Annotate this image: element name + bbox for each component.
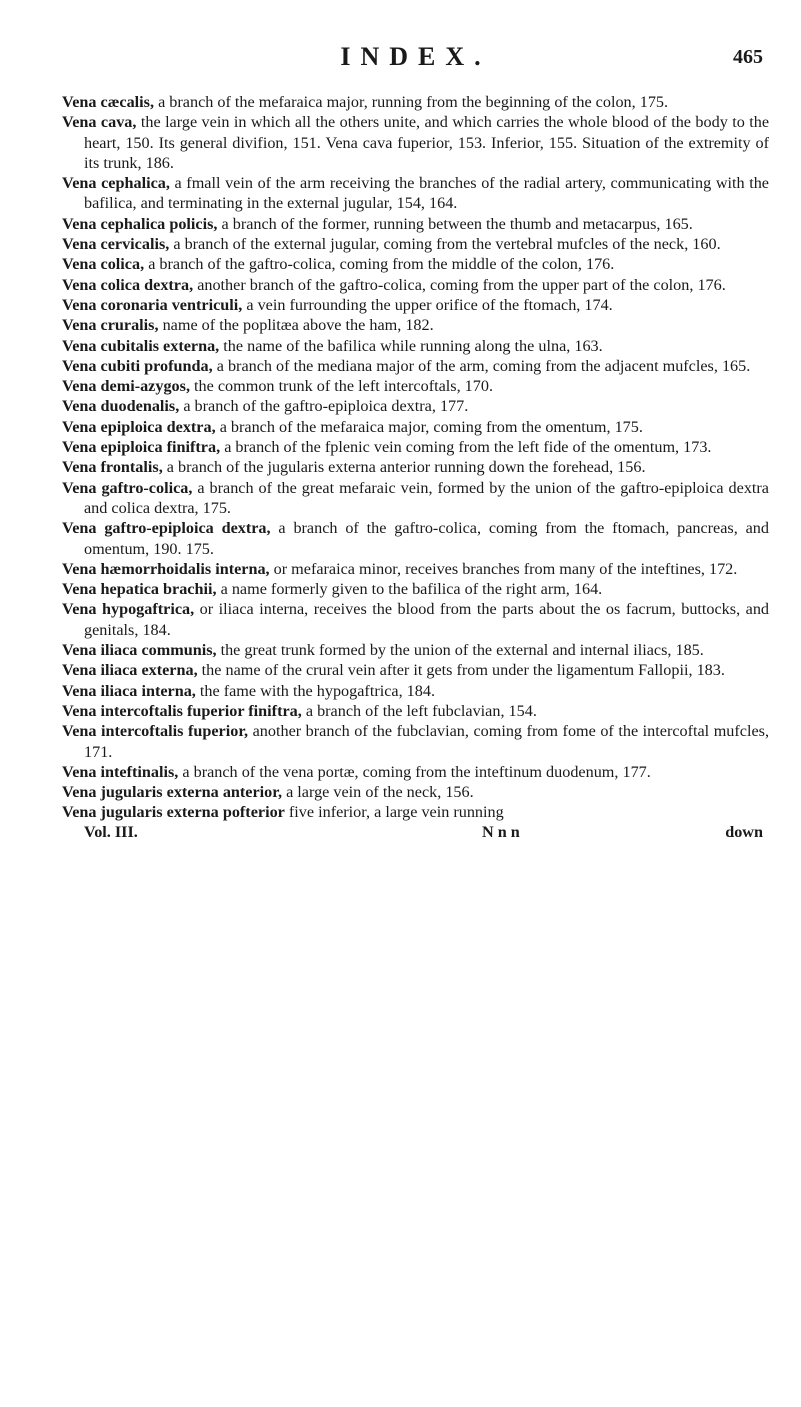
entry-term: Vena demi-azygos, <box>62 377 190 396</box>
index-entry <box>62 802 769 822</box>
entry-description: a branch of the jugularis externa anterior running down the forehead, 156. <box>162 458 646 477</box>
entry-term: Vena cephalica policis, <box>62 214 218 233</box>
entry-term: Vena iliaca externa, <box>62 661 198 680</box>
entry-term: Vena iliaca communis, <box>62 641 217 660</box>
index-entry <box>62 518 769 559</box>
entry-description: a branch of the gaftro-colica, coming from the ftomach, pancreas, and omentum, 190. 175. <box>84 519 769 558</box>
index-entry <box>62 457 769 477</box>
entry-term: Vena hepatica brachii, <box>62 580 217 599</box>
index-entry <box>62 640 769 660</box>
index-entry <box>62 417 769 437</box>
entry-description: another branch of the fubclavian, coming from fome of the intercoftal mufcles, 171. <box>84 722 769 761</box>
index-entry <box>62 92 769 112</box>
index-entry <box>62 579 769 599</box>
entry-term: Vena cruralis, <box>62 316 159 335</box>
entry-term: Vena cervicalis, <box>62 235 170 254</box>
index-entry <box>62 295 769 315</box>
entry-description: or iliaca interna, receives the blood from the parts about the os facrum, buttocks, and genitals, 184. <box>84 600 770 639</box>
entry-term: Vena hæmorrhoidalis interna, <box>62 559 270 578</box>
index-entry <box>62 437 769 457</box>
index-entry <box>62 721 769 762</box>
index-entry <box>62 660 769 680</box>
entry-description: name of the poplitæa above the ham, 182. <box>158 316 434 335</box>
entry-term: Vena duodenalis, <box>62 397 180 416</box>
entry-description: five inferior, a large vein running <box>284 803 504 822</box>
index-entry <box>62 112 769 173</box>
entry-term: Vena gaftro-epiploica dextra, <box>62 519 271 538</box>
entry-description: a name formerly given to the bafilica of the right arm, 164. <box>216 580 603 599</box>
index-entry <box>62 254 769 274</box>
index-entry <box>62 478 769 519</box>
entry-term: Vena coronaria ventriculi, <box>62 295 243 314</box>
index-entry <box>62 762 769 782</box>
signature-mark: N n n <box>482 822 520 841</box>
page-footer <box>62 823 769 845</box>
entry-description: or mefaraica minor, receives branches from many of the inteftines, 172. <box>269 559 738 578</box>
entry-description: another branch of the gaftro-colica, coming from the upper part of the colon, 176. <box>193 275 726 294</box>
entry-term: Vena epiploica dextra, <box>62 417 216 436</box>
index-entry <box>62 559 769 579</box>
page-number: 465 <box>733 46 763 68</box>
entry-term: Vena jugularis externa pofterior <box>62 803 285 822</box>
entry-description: a branch of the mefaraica major, running from the beginning of the colon, 175. <box>154 93 669 111</box>
index-entry <box>62 356 769 376</box>
entry-term: Vena frontalis, <box>62 458 163 477</box>
entry-description: a branch of the former, running between the thumb and metacarpus, 165. <box>217 214 693 233</box>
entry-term: Vena gaftro-colica, <box>62 478 193 497</box>
entry-term: Vena inteftinalis, <box>62 762 179 781</box>
entry-term: Vena cæcalis, <box>62 93 155 111</box>
index-entry <box>62 315 769 335</box>
entry-term: Vena epiploica finiftra, <box>62 438 221 457</box>
entry-term: Vena cava, <box>62 113 137 132</box>
entry-description: a branch of the left fubclavian, 154. <box>301 701 537 720</box>
entry-term: Vena intercoftalis fuperior finiftra, <box>62 701 302 720</box>
index-entry <box>62 376 769 396</box>
entry-description: a branch of the gaftro-epiploica dextra, 177. <box>179 397 469 416</box>
running-head <box>62 42 769 92</box>
entry-term: Vena hypogaftrica, <box>62 600 195 619</box>
entry-term: Vena jugularis externa anterior, <box>62 783 283 802</box>
volume-label: Vol. III. <box>84 822 138 841</box>
entry-description: a branch of the mefaraica major, coming from the omentum, 175. <box>215 417 643 436</box>
index-entry <box>62 275 769 295</box>
index-entry <box>62 599 769 640</box>
entry-description: a branch of the gaftro-colica, coming from the middle of the colon, 176. <box>144 255 615 274</box>
index-entries <box>62 92 769 823</box>
index-entry <box>62 396 769 416</box>
entry-term: Vena cubitalis externa, <box>62 336 220 355</box>
entry-description: a vein furrounding the upper orifice of the ftomach, 174. <box>242 295 613 314</box>
entry-description: the name of the bafilica while running along the ulna, 163. <box>219 336 603 355</box>
entry-term: Vena iliaca interna, <box>62 681 196 700</box>
entry-description: the large vein in which all the others unite, and which carries the whole blood of the body to the heart, 150. Its general divifion, 151. Vena cava fuperior, 153. Inferior, 155. Situation of the extremity of its trunk, 186. <box>84 113 770 172</box>
page-title: INDEX. <box>340 42 491 71</box>
entry-term: Vena colica dextra, <box>62 275 194 294</box>
entry-description: the fame with the hypogaftrica, 184. <box>195 681 435 700</box>
index-entry <box>62 782 769 802</box>
index-entry <box>62 214 769 234</box>
entry-description: a fmall vein of the arm receiving the branches of the radial artery, communicating with the bafilica, and terminating in the external jugular, 154, 164. <box>84 174 769 213</box>
index-entry <box>62 336 769 356</box>
entry-description: a branch of the mediana major of the arm, coming from the adjacent mufcles, 165. <box>212 356 751 375</box>
entry-description: a branch of the great mefaraic vein, formed by the union of the gaftro-epiploica dextra and colica dextra, 175. <box>84 478 769 517</box>
catchword: down <box>725 822 763 841</box>
index-entry <box>62 681 769 701</box>
entry-description: a large vein of the neck, 156. <box>282 783 474 802</box>
entry-description: a branch of the fplenic vein coming from the left fide of the omentum, 173. <box>220 438 712 457</box>
entry-term: Vena cubiti profunda, <box>62 356 213 375</box>
entry-description: the great trunk formed by the union of the external and internal iliacs, 185. <box>216 641 704 660</box>
index-entry <box>62 701 769 721</box>
entry-term: Vena cephalica, <box>62 174 170 193</box>
entry-description: the name of the crural vein after it gets from under the ligamentum Fallopii, 183. <box>197 661 725 680</box>
entry-description: the common trunk of the left intercoftals, 170. <box>190 377 493 396</box>
index-entry <box>62 234 769 254</box>
entry-term: Vena intercoftalis fuperior, <box>62 722 249 741</box>
entry-description: a branch of the external jugular, coming from the vertebral mufcles of the neck, 160. <box>169 235 721 254</box>
index-entry <box>62 173 769 214</box>
entry-term: Vena colica, <box>62 255 145 274</box>
entry-description: a branch of the vena portæ, coming from the inteftinum duodenum, 177. <box>178 762 651 781</box>
